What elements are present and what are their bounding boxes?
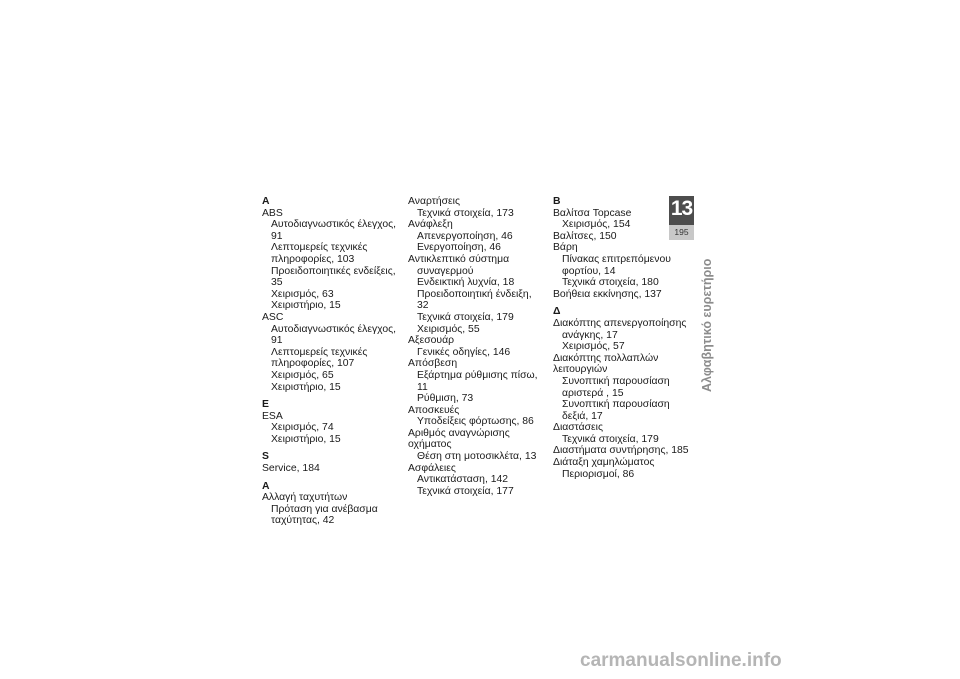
index-subentry: Τεχνικά στοιχεία, 179: [562, 433, 659, 445]
index-entry: Διακόπτης απενεργοποίησης: [553, 317, 687, 329]
index-subentry: Περιορισμοί, 86: [562, 468, 635, 480]
index-subentry: Πίνακας επιτρεπόμενου: [562, 253, 671, 265]
index-entry: Βαλίτσα Topcase: [553, 207, 632, 219]
index-subentry: Πρόταση για ανέβασμα: [271, 503, 378, 515]
index-entry: Αποσκευές: [408, 404, 460, 416]
index-subentry: Αυτοδιαγνωστικός έλεγχος, 91: [271, 323, 397, 347]
index-entry: ESA: [262, 410, 283, 422]
index-subentry: Λεπτομερείς τεχνικές: [271, 346, 368, 358]
index-letter-heading: A: [262, 196, 270, 207]
index-subentry: ταχύτητας, 42: [271, 515, 335, 527]
index-subentry: αριστερά , 15: [562, 387, 624, 399]
index-subentry: Χειρισμός, 55: [417, 323, 480, 335]
index-subentry: Προειδοποιητικές ενδείξεις, 35: [271, 265, 396, 289]
index-entry: Βοήθεια εκκίνησης, 137: [553, 288, 662, 300]
index-entry: ABS: [262, 207, 283, 219]
index-entry: Διαστάσεις: [553, 422, 603, 434]
page-number: 195: [669, 225, 694, 240]
index-entry: Αριθμός αναγνώρισης οχήματος: [408, 427, 510, 451]
index-subentry: Γενικές οδηγίες, 146: [417, 346, 511, 358]
chapter-badge: [669, 196, 694, 240]
index-subentry: Χειρισμός, 74: [271, 422, 334, 434]
index-letter-heading: Α: [262, 480, 270, 492]
index-subentry: Συνοπτική παρουσίαση: [562, 399, 670, 411]
index-entry: Βάρη: [553, 242, 578, 254]
index-subentry: δεξιά, 17: [562, 410, 603, 422]
index-subentry: Λεπτομερείς τεχνικές: [271, 242, 368, 254]
index-subentry: Χειρισμός, 65: [271, 369, 334, 381]
index-subentry: πληροφορίες, 107: [271, 358, 355, 370]
index-entry: Διάταξη χαμηλώματος: [553, 457, 655, 469]
index-subentry: Χειριστήριο, 15: [271, 300, 341, 312]
chapter-title: Αλφαβητικό ευρετήριο: [700, 258, 714, 392]
index-subentry: Χειρισμός, 57: [562, 341, 625, 353]
index-subentry: Χειριστήριο, 15: [271, 433, 341, 445]
index-subentry: Προειδοποιητική ένδειξη, 32: [417, 288, 532, 312]
index-entry: Διαστήματα συντήρησης, 185: [553, 445, 689, 457]
index-entry: Αλλαγή ταχυτήτων: [262, 492, 348, 504]
index-subentry: Τεχνικά στοιχεία, 173: [417, 207, 514, 219]
index-letter-heading: Δ: [553, 306, 561, 318]
index-entry: Αναρτήσεις: [408, 196, 460, 207]
index-entry: Service, 184: [262, 463, 320, 475]
index-entry: Ανάφλεξη: [408, 219, 453, 231]
index-subentry: Ενεργοποίηση, 46: [417, 242, 501, 254]
index-subentry: Τεχνικά στοιχεία, 177: [417, 485, 514, 497]
index-letter-heading: E: [262, 399, 269, 411]
index-entry: Βαλίτσες, 150: [553, 230, 617, 242]
index-letter-heading: S: [262, 451, 269, 463]
index-column-1: [262, 196, 402, 527]
index-subentry: Απενεργοποίηση, 46: [417, 230, 513, 242]
index-subentry: Ρύθμιση, 73: [417, 393, 474, 405]
index-entry: ASC: [262, 311, 284, 323]
index-subentry: Χειριστήριο, 15: [271, 381, 341, 393]
index-subentry: Θέση στη μοτοσικλέτα, 13: [417, 451, 537, 463]
index-subentry: συναγερμού: [417, 265, 474, 277]
index-letter-heading: Β: [553, 196, 561, 207]
index-subentry: Υποδείξεις φόρτωσης, 86: [417, 416, 534, 428]
index-column-2: [408, 196, 546, 497]
index-subentry: Ενδεικτική λυχνία, 18: [417, 277, 515, 289]
index-entry: Αξεσουάρ: [408, 335, 455, 347]
index-subentry: Αντικατάσταση, 142: [417, 474, 509, 486]
index-entry: Διακόπτης πολλαπλών λειτουργιών: [553, 352, 659, 376]
index-entry: Αντικλεπτικό σύστημα: [408, 253, 510, 265]
index-subentry: Τεχνικά στοιχεία, 179: [417, 311, 514, 323]
index-subentry: φορτίου, 14: [562, 265, 616, 277]
index-subentry: Αυτοδιαγνωστικός έλεγχος, 91: [271, 219, 397, 242]
index-subentry: Χειρισμός, 63: [271, 288, 334, 300]
index-subentry: πληροφορίες, 103: [271, 253, 355, 265]
index-entry: Ασφάλειες: [408, 462, 456, 474]
chapter-number: 13: [670, 197, 693, 220]
index-subentry: Χειρισμός, 154: [562, 219, 631, 231]
index-entry: Απόσβεση: [408, 358, 458, 370]
index-subentry: ανάγκης, 17: [562, 329, 618, 341]
index-subentry: Συνοπτική παρουσίαση: [562, 375, 670, 387]
index-subentry: Εξάρτημα ρύθμισης πίσω, 11: [417, 369, 538, 393]
index-subentry: Τεχνικά στοιχεία, 180: [562, 277, 659, 289]
watermark: carmanualsonline.info: [580, 650, 782, 671]
